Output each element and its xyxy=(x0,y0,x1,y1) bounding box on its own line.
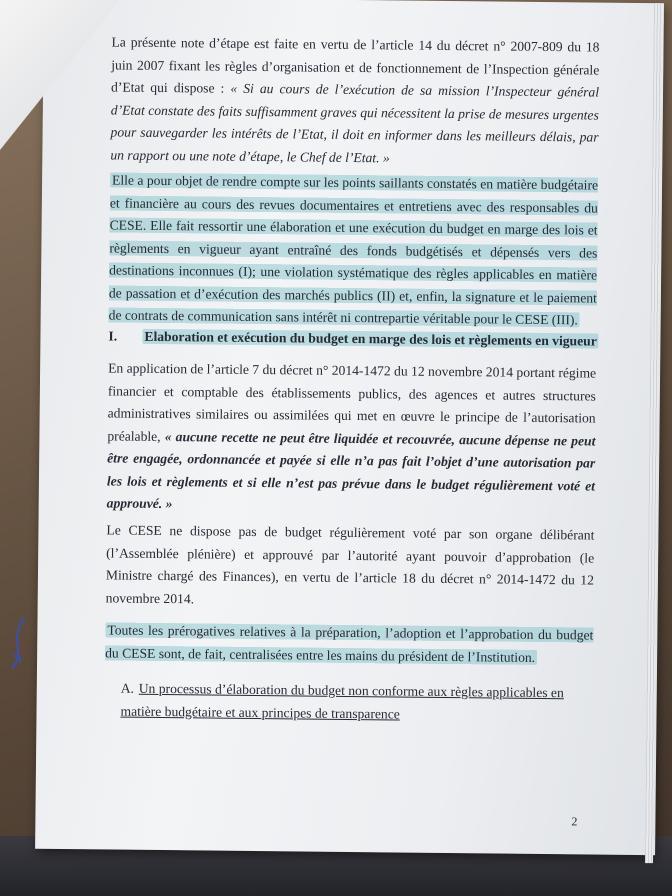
subsection-heading xyxy=(120,678,580,728)
section-title: Elaboration et exécution du budget en marge des lois et règlements en vigueur xyxy=(144,328,597,349)
intro-quote: « Si au cours de l’exécution de sa mission l’Inspecteur général d’Etat constate des faits suffisamment graves qui nécessitent la prise de mesures urgentes pour sauvegarder les intérêts de l’Etat, il doit en informer dans les meilleurs délais, par un rapport ou une note d’étape, le Chef de l’Etat. » xyxy=(110,80,600,165)
purpose-text-highlighted: Elle a pour objet de rendre compte sur les points saillants constatés en matière budgétaire et financière au cours des revues documentaires et entretiens avec des responsables du CESE. Elle fait ressortir une élaboration et une exécution du budget en marge des lois et règlements en vigueur ayant entraîné des fonds budgétisés et dépensés vers des destinations inconnues (I); une violation systématique des règles applicables en matière de passation et d’exécution des marchés publics (II) et, enfin, la signature et le paiement de contrats de communication sans intérêt ni contrepartie véritable pour le CESE (III). xyxy=(108,172,599,328)
prerogatives-text-highlighted: Toutes les prérogatives relatives à la préparation, l’adoption et l’approbation du budget du CESE sont, de fait, centralisées entre les mains du président de l’Institution. xyxy=(105,622,594,665)
purpose-paragraph xyxy=(109,169,599,332)
section-number: I. xyxy=(108,328,118,344)
cese-text: Le CESE ne dispose pas de budget régulièrement voté par son organe délibérant (l’Assemblée plénière) et approuvé par l’autorité ayant pouvoir d’approbation (le Ministre chargé des Finances), en vertu de l’article 18 du décret n° 2014-1472 du 12 novembre 2014. xyxy=(105,522,595,606)
application-quote: « aucune recette ne peut être liquidée et recouvrée, aucune dépense ne peut être engagée, ordonnancée et payée si elle n’a pas fait l’objet d’une autorisation par les lois et règlements et si elle n’est pas prévue dans le budget régulièrement voté et approuvé. » xyxy=(106,428,596,512)
application-text: En application de l’article 7 du décret n° 2014-1472 du 12 novembre 2014 portant régime financier et comptable des établissements publics, des agences et autres structures administratives similaires ou assimilées qui met en œuvre le principe de l’autorisation préalable, xyxy=(107,360,597,444)
section-heading xyxy=(108,325,608,353)
pen-margin-mark-icon xyxy=(10,616,30,670)
subsection-title: Un processus d’élaboration du budget non conforme aux règles applicables en matière budgétaire et aux principes de transparence xyxy=(120,680,564,722)
prerogatives-paragraph xyxy=(105,619,593,669)
document-page xyxy=(35,0,664,855)
page-number: 2 xyxy=(571,814,578,829)
intro-text: La présente note d’étape est faite en vertu de l’article 14 du décret n° 2007-809 du 18 juin 2007 fixant les règles d’organisation et de fonctionnement de l’Inspection générale d’Etat qui dispose : xyxy=(110,34,600,96)
cese-paragraph xyxy=(106,519,595,614)
application-paragraph xyxy=(107,357,597,520)
intro-paragraph xyxy=(110,31,599,171)
subsection-letter: A. xyxy=(120,680,135,696)
